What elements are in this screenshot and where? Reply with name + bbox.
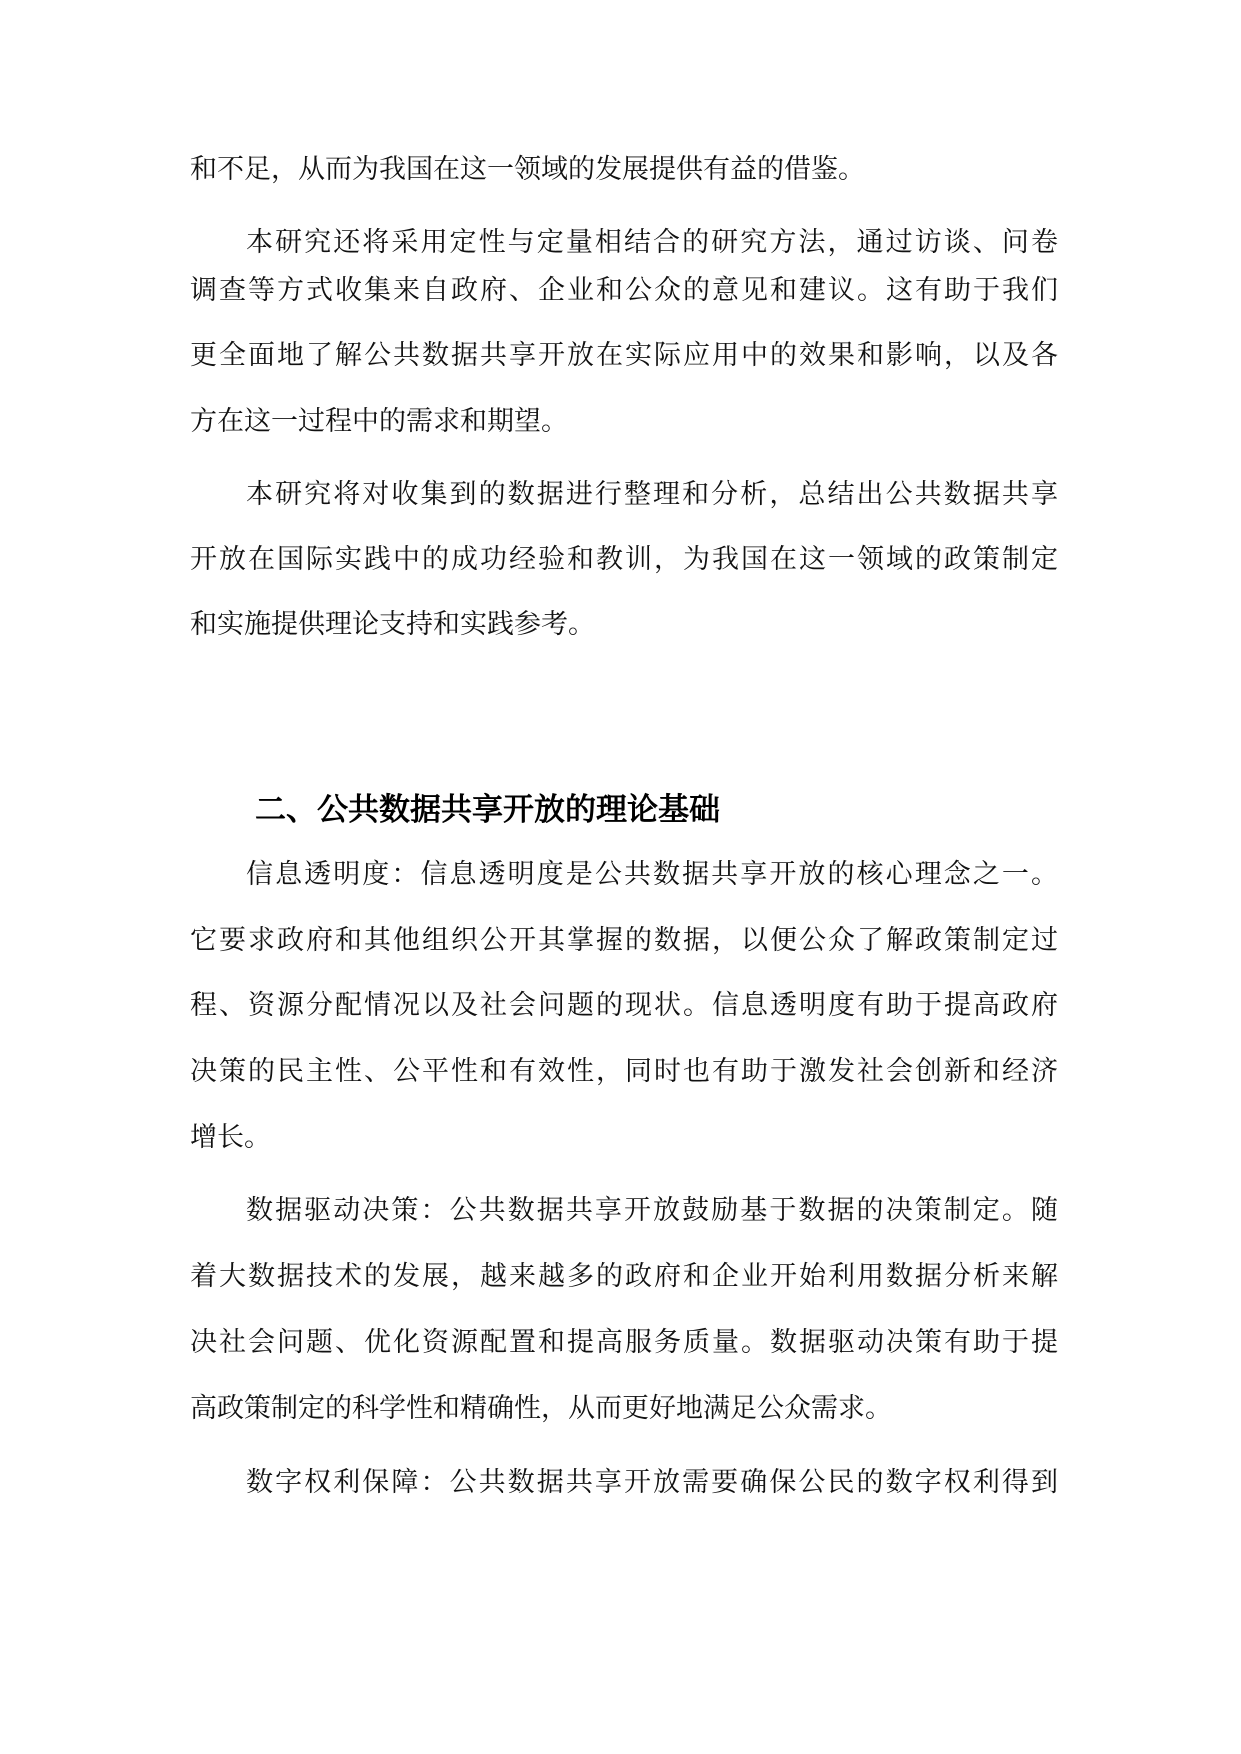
- paragraph-line: 开放在国际实践中的成功经验和教训，为我国在这一领域的政策制定: [190, 544, 1058, 575]
- paragraph-line: 调查等方式收集来自政府、企业和公众的意见和建议。这有助于我们: [190, 275, 1058, 306]
- paragraph-line: 着大数据技术的发展，越来越多的政府和企业开始利用数据分析来解: [190, 1261, 1058, 1292]
- paragraph-line: 增长。: [190, 1122, 271, 1153]
- paragraph-line: 决社会问题、优化资源配置和提高服务质量。数据驱动决策有助于提: [190, 1327, 1058, 1358]
- paragraph-line: 本研究将对收集到的数据进行整理和分析，总结出公共数据共享: [246, 479, 1058, 510]
- paragraph-line: 决策的民主性、公平性和有效性，同时也有助于激发社会创新和经济: [190, 1056, 1058, 1087]
- paragraph-line: 和实施提供理论支持和实践参考。: [190, 609, 595, 640]
- paragraph-line: 方在这一过程中的需求和期望。: [190, 406, 568, 437]
- paragraph-line: 高政策制定的科学性和精确性，从而更好地满足公众需求。: [190, 1393, 892, 1424]
- section-heading: 二、公共数据共享开放的理论基础: [255, 792, 720, 828]
- paragraph-line: 程、资源分配情况以及社会问题的现状。信息透明度有助于提高政府: [190, 990, 1058, 1021]
- paragraph-line: 本研究还将采用定性与定量相结合的研究方法，通过访谈、问卷: [246, 227, 1058, 258]
- paragraph-line: 它要求政府和其他组织公开其掌握的数据，以便公众了解政策制定过: [190, 925, 1058, 956]
- paragraph-line: 信息透明度：信息透明度是公共数据共享开放的核心理念之一。: [246, 859, 1058, 890]
- paragraph-line: 数据驱动决策：公共数据共享开放鼓励基于数据的决策制定。随: [246, 1195, 1058, 1226]
- paragraph-line: 和不足，从而为我国在这一领域的发展提供有益的借鉴。: [190, 154, 865, 185]
- paragraph-line: 数字权利保障：公共数据共享开放需要确保公民的数字权利得到: [246, 1467, 1058, 1498]
- paragraph-line: 更全面地了解公共数据共享开放在实际应用中的效果和影响，以及各: [190, 340, 1058, 371]
